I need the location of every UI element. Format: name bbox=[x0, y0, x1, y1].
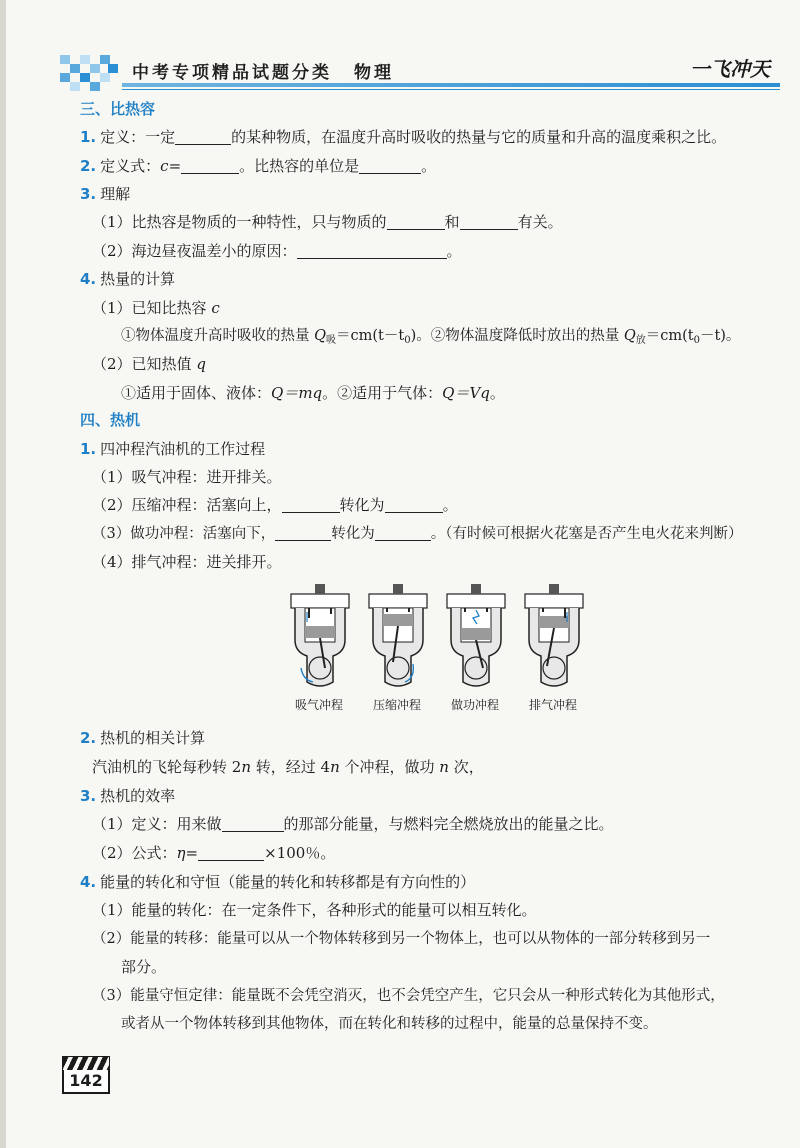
energy-transfer: （2）能量的转移：能量可以从一个物体转移到另一个物体上，也可以从物体的一部分转移到另一 bbox=[92, 931, 711, 947]
four-stroke-figure bbox=[287, 582, 587, 712]
checker-pattern-icon bbox=[60, 55, 118, 91]
engine-intake-diagram bbox=[287, 582, 353, 692]
understanding-point-1: （1）比热容是物质的一种特性，只与物质的 和 有关。 bbox=[92, 213, 563, 231]
engine-compression-diagram bbox=[365, 582, 431, 692]
caption-intake: 吸气冲程 bbox=[294, 698, 343, 712]
fill-blank[interactable] bbox=[175, 128, 231, 145]
fill-blank[interactable] bbox=[282, 496, 340, 513]
calc-known-c: （1）已知比热容 c bbox=[92, 299, 220, 317]
fill-blank[interactable] bbox=[181, 157, 239, 174]
fill-blank[interactable] bbox=[198, 844, 264, 861]
page-number: 142 bbox=[62, 1070, 110, 1094]
subject-name: 物理 bbox=[354, 63, 394, 83]
page-number-badge bbox=[62, 1056, 108, 1096]
page-edge-shadow bbox=[0, 0, 6, 1148]
book-series-title bbox=[132, 58, 394, 83]
series-name: 中考专项精品试题分类 bbox=[132, 63, 332, 83]
caption-power: 做功冲程 bbox=[450, 698, 499, 712]
item-understanding: 3. 理解 bbox=[80, 185, 131, 203]
understanding-point-2: （2）海边昼夜温差小的原因： 。 bbox=[92, 242, 462, 260]
efficiency-definition: （1）定义：用来做 的那部分能量，与燃料完全燃烧放出的能量之比。 bbox=[92, 815, 614, 833]
stroke-compression: （2）压缩冲程：活塞向上， 转化为 。 bbox=[92, 496, 458, 514]
item-energy-conservation: 4. 能量的转化和守恒（能量的转化和转移都是有方向性的） bbox=[80, 873, 476, 891]
fill-blank[interactable] bbox=[297, 242, 447, 259]
fill-blank[interactable] bbox=[359, 157, 421, 174]
item-engine-calc: 2. 热机的相关计算 bbox=[80, 729, 206, 747]
header-rule-thin bbox=[122, 89, 780, 90]
caption-exhaust: 排气冲程 bbox=[528, 698, 577, 712]
calc-formula-heat: ①物体温度升高时吸收的热量 $Q_吸=cm(t-t_0)$。②物体温度降低时放出的热量 $Q_放=cm(t_0-t)$。 bbox=[121, 328, 741, 346]
item-heat-calculation: 4. 热量的计算 bbox=[80, 270, 176, 288]
fill-blank[interactable] bbox=[385, 496, 443, 513]
brand-logo: 一飞冲天 bbox=[690, 57, 770, 81]
item-formula: 2. 定义式：c= 。比热容的单位是 。 bbox=[80, 157, 437, 175]
stroke-intake: （1）吸气冲程：进开排关。 bbox=[92, 468, 282, 486]
fill-blank[interactable] bbox=[275, 524, 331, 541]
energy-conservation-law-cont: 或者从一个物体转移到其他物体，而在转化和转移的过程中，能量的总量保持不变。 bbox=[121, 1016, 658, 1032]
efficiency-formula: （2）公式：η= ×100％。 bbox=[92, 844, 336, 862]
caption-compression: 压缩冲程 bbox=[372, 698, 421, 712]
item-efficiency: 3. 热机的效率 bbox=[80, 787, 176, 805]
page-header bbox=[60, 55, 780, 95]
energy-conservation-law: （3）能量守恒定律：能量既不会凭空消灭，也不会凭空产生，它只会从一种形式转化为其他形式， bbox=[92, 988, 725, 1004]
stroke-exhaust: （4）排气冲程：进关排开。 bbox=[92, 553, 282, 571]
item-definition: 1. 定义：一定 的某种物质，在温度升高时吸收的热量与它的质量和升高的温度乘积之比。 bbox=[80, 128, 727, 146]
energy-transfer-cont: 部分。 bbox=[121, 958, 167, 976]
energy-conversion: （1）能量的转化：在一定条件下，各种形式的能量可以相互转化。 bbox=[92, 901, 537, 919]
section-heading-heat-engine: 四、热机 bbox=[80, 411, 141, 429]
fill-blank[interactable] bbox=[222, 815, 284, 832]
item-four-stroke: 1. 四冲程汽油机的工作过程 bbox=[80, 440, 266, 458]
section-heading-specific-heat: 三、比热容 bbox=[80, 100, 156, 118]
calc-formula-fuel: ①适用于固体、液体：Q＝mq。②适用于气体：Q＝Vq。 bbox=[121, 384, 505, 402]
engine-exhaust-diagram bbox=[521, 582, 587, 692]
fill-blank[interactable] bbox=[460, 213, 518, 230]
fill-blank[interactable] bbox=[375, 524, 431, 541]
calc-known-q: （2）已知热值 q bbox=[92, 355, 206, 373]
stroke-power: （3）做功冲程：活塞向下， 转化为 。（有时候可根据火花塞是否产生电火花来判断） bbox=[92, 526, 743, 542]
fill-blank[interactable] bbox=[387, 213, 445, 230]
engine-power-diagram bbox=[443, 582, 509, 692]
header-rule bbox=[122, 83, 780, 87]
engine-calc-text: 汽油机的飞轮每秒转 2n 转，经过 4n 个冲程，做功 n 次， bbox=[92, 758, 484, 776]
